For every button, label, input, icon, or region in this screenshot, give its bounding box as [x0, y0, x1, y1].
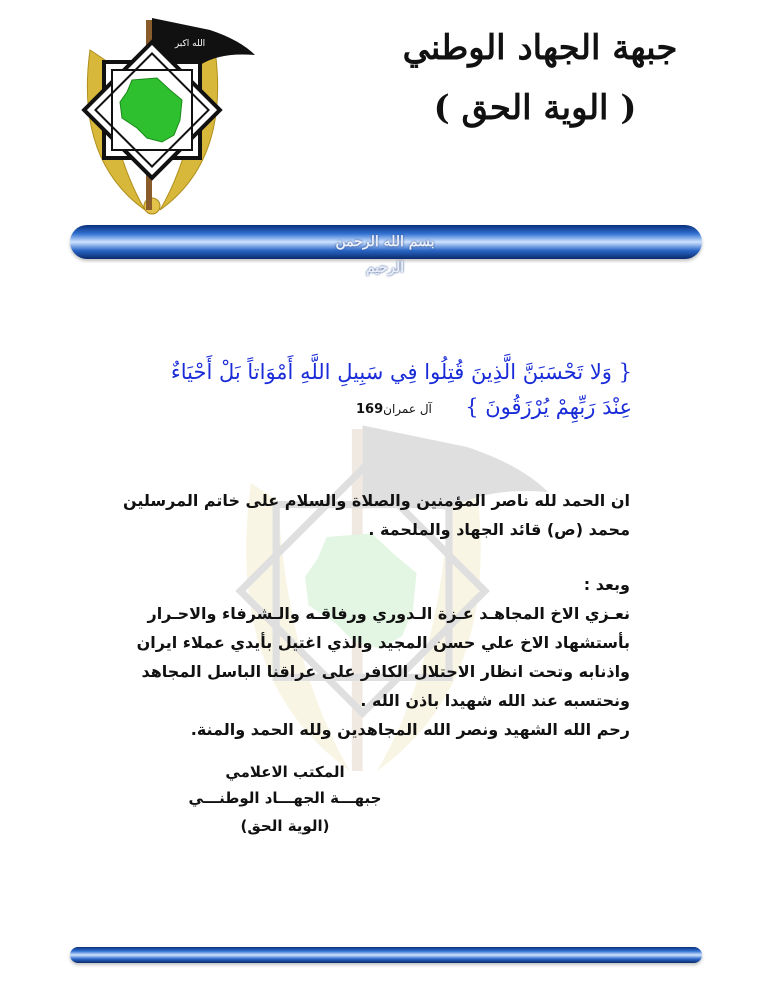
- quran-verse-line-2: عِنْدَ رَبِّهِمْ يُرْزَقُونَ }: [465, 395, 632, 419]
- footer-divider-bar: [70, 947, 702, 963]
- basmala-calligraphy: بسم الله الرحمن الرحيم: [335, 234, 435, 276]
- condolence-line-1: نعـزي الاخ المجاهـد عـزة الـدوري ورفاقـه والـشرفاء والاحـرار: [147, 604, 630, 623]
- signature-office: المكتب الاعلامي: [225, 763, 345, 781]
- opening-paragraph: [110, 486, 630, 544]
- condolence-line-2: بأستشهاد الاخ علي حسن المجيد والذي اغتيل بأيدي عملاء ايران: [136, 633, 630, 652]
- signature-brigades: (الوية الحق): [240, 817, 330, 835]
- verse-number: 169: [356, 402, 384, 417]
- opening-line-1: ان الحمد لله ناصر المؤمنين والصلاة والسلام على خاتم المرسلين: [122, 491, 630, 510]
- condolence-line-4: ونحتسبه عند الله شهيدا باذن الله .: [360, 691, 630, 710]
- flag-text: الله اكبر: [174, 39, 206, 49]
- quran-verse-line-1: { وَلا تَحْسَبَنَّ الَّذِينَ قُتِلُوا فِي سَبِيلِ اللَّهِ أَمْوَاتاً بَلْ أَحْيَاءٌ: [170, 360, 632, 384]
- condolence-paragraph: [110, 570, 630, 744]
- page-subtitle: ( الوية الحق ): [433, 88, 637, 128]
- page-title: جبهة الجهاد الوطني: [402, 28, 678, 68]
- waba3d-label: وبعد :: [583, 575, 630, 594]
- emblem-logo: [70, 10, 270, 220]
- condolence-line-3: واذنابه وتحت انظار الاحتلال الكافر على عراقنا الباسل المجاهد: [141, 662, 630, 681]
- condolence-line-5: رحم الله الشهيد ونصر الله المجاهدين ولله الحمد والمنة.: [190, 720, 630, 739]
- verse-surah: آل عمران: [383, 402, 432, 416]
- opening-line-2: محمد (ص) قائد الجهاد والملحمة .: [368, 520, 630, 539]
- verse-reference: [356, 402, 432, 417]
- signature-front-name: جبهـــة الجهـــاد الوطنـــي: [188, 789, 382, 807]
